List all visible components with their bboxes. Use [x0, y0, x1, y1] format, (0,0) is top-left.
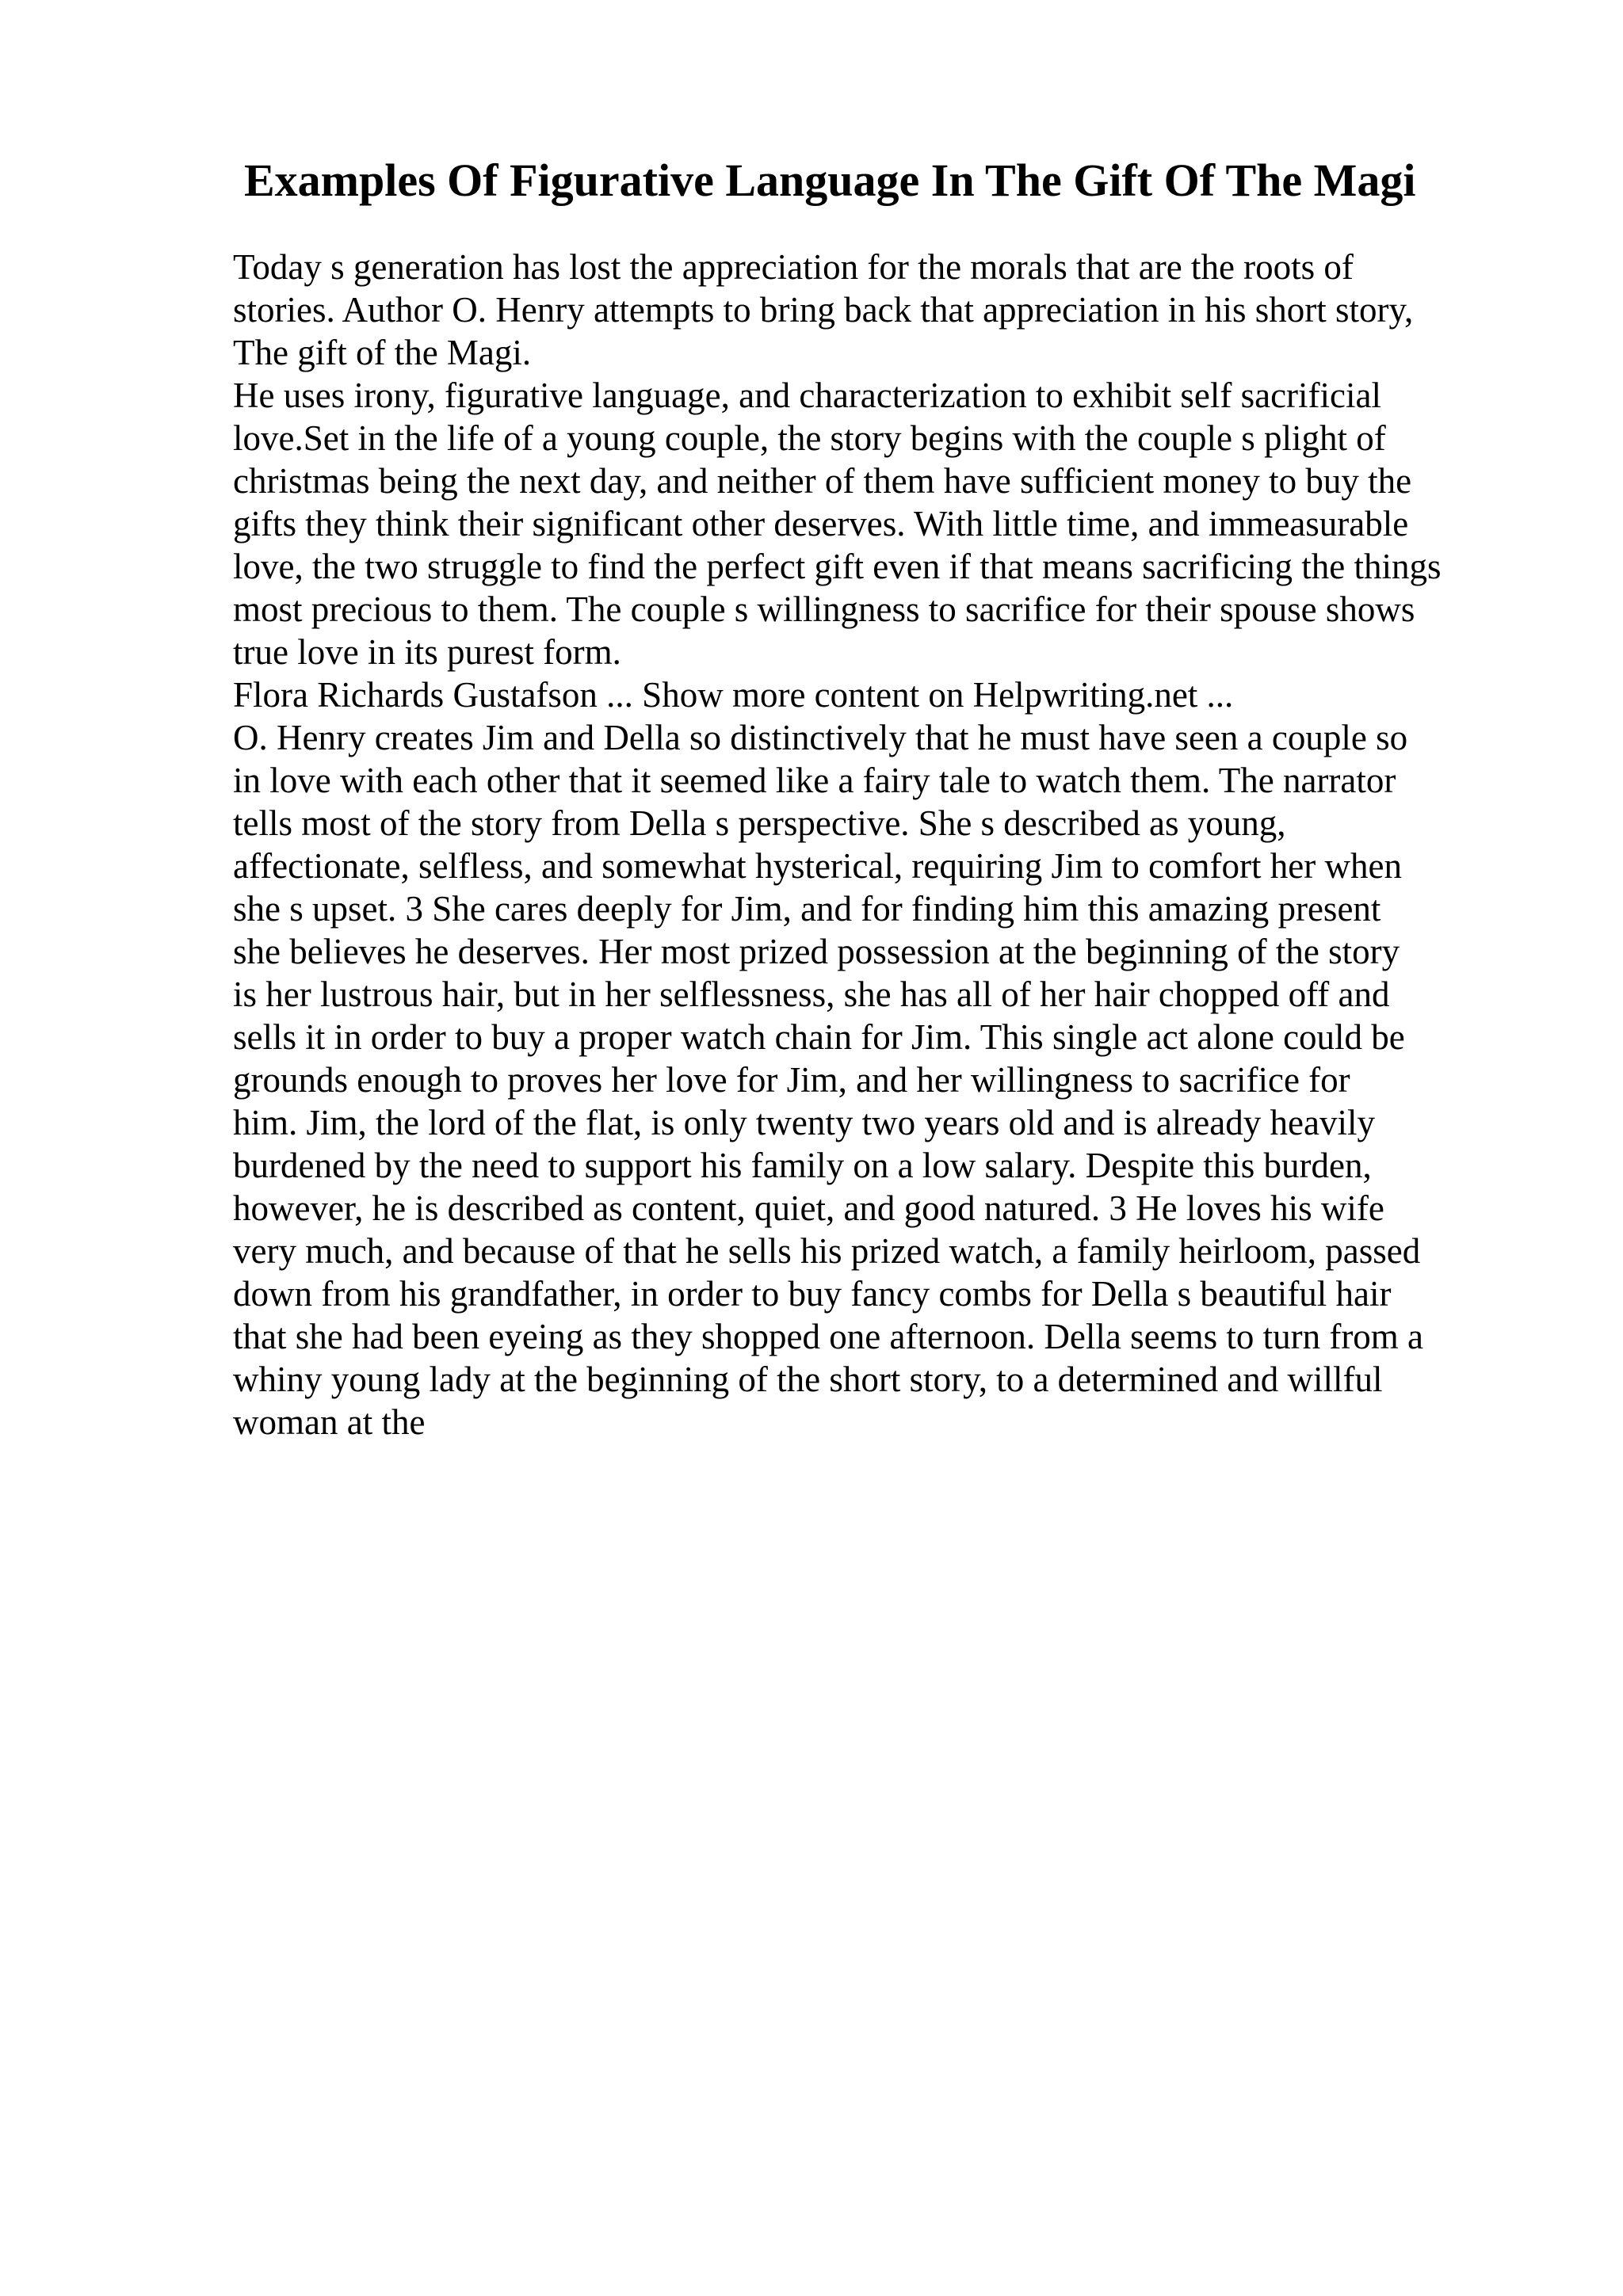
- body-text-line: Flora Richards Gustafson ... Show more content on Helpwriting.net ...: [233, 675, 1234, 715]
- body-text-line: affectionate, selfless, and somewhat hysterical, requiring Jim to comfort her when: [233, 846, 1402, 886]
- body-text-line: He uses irony, figurative language, and characterization to exhibit self sacrificial: [233, 376, 1381, 415]
- body-text-line: very much, and because of that he sells his prized watch, a family heirloom, passed: [233, 1231, 1421, 1271]
- body-text-line: down from his grandfather, in order to buy fancy combs for Della s beautiful hair: [233, 1274, 1392, 1314]
- body-text-line: that she had been eyeing as they shopped one afternoon. Della seems to turn from a: [233, 1317, 1424, 1356]
- document-body: [233, 246, 1596, 1444]
- body-text-line: him. Jim, the lord of the flat, is only twenty two years old and is already heavily: [233, 1103, 1375, 1142]
- body-text-line: Today s generation has lost the appreciation for the morals that are the roots of: [233, 247, 1354, 287]
- body-text-line: she believes he deserves. Her most prized possession at the beginning of the story: [233, 932, 1400, 971]
- body-text-line: love.Set in the life of a young couple, the story begins with the couple s plight of: [233, 418, 1386, 458]
- body-text-line: grounds enough to proves her love for Jim, and her willingness to sacrifice for: [233, 1060, 1350, 1100]
- body-text-line: she s upset. 3 She cares deeply for Jim, and for finding him this amazing present: [233, 889, 1381, 929]
- body-text-line: most precious to them. The couple s willingness to sacrifice for their spouse shows: [233, 589, 1415, 629]
- body-text-line: tells most of the story from Della s perspective. She s described as young,: [233, 803, 1286, 843]
- document-title: Examples Of Figurative Language In The Gift Of The Magi: [244, 154, 1416, 206]
- body-text-line: woman at the: [233, 1402, 426, 1442]
- body-text-line: is her lustrous hair, but in her selflessness, she has all of her hair chopped off and: [233, 974, 1390, 1014]
- body-text-line: however, he is described as content, quiet, and good natured. 3 He loves his wife: [233, 1188, 1384, 1228]
- body-text-line: stories. Author O. Henry attempts to bring back that appreciation in his short story,: [233, 290, 1414, 330]
- body-text-line: sells it in order to buy a proper watch chain for Jim. This single act alone could be: [233, 1017, 1405, 1057]
- body-text-line: gifts they think their significant other deserves. With little time, and immeasurable: [233, 504, 1409, 543]
- body-text-line: The gift of the Magi.: [233, 333, 532, 372]
- body-text-line: love, the two struggle to find the perfect gift even if that means sacrificing the things: [233, 547, 1442, 586]
- body-text-line: true love in its purest form.: [233, 632, 621, 672]
- body-text-line: in love with each other that it seemed like a fairy tale to watch them. The narrator: [233, 761, 1396, 800]
- body-text-line: whiny young lady at the beginning of the short story, to a determined and willful: [233, 1360, 1383, 1399]
- body-text-line: O. Henry creates Jim and Della so distinctively that he must have seen a couple so: [233, 718, 1408, 757]
- body-text-line: burdened by the need to support his family on a low salary. Despite this burden,: [233, 1146, 1372, 1185]
- body-text-line: christmas being the next day, and neither of them have sufficient money to buy the: [233, 461, 1412, 501]
